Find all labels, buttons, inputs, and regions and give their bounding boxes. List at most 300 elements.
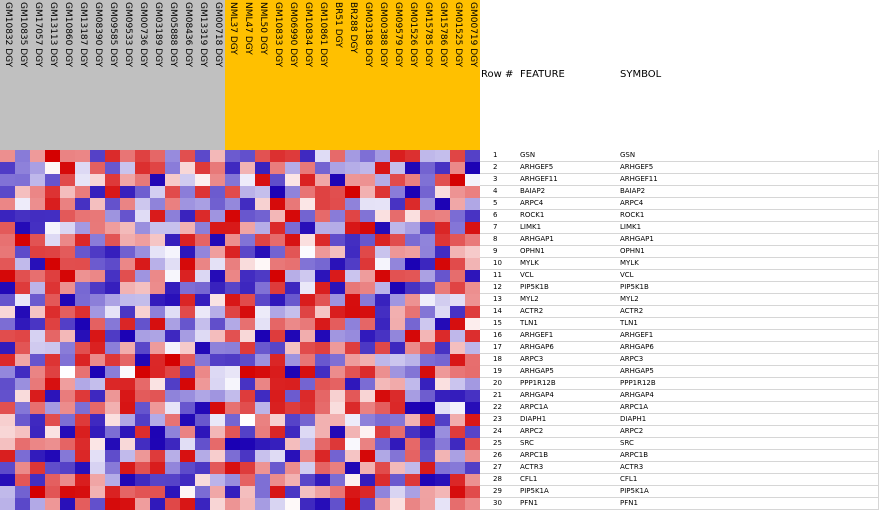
heatmap-cell[interactable] xyxy=(75,498,90,510)
heatmap-cell[interactable] xyxy=(45,342,60,354)
heatmap-cell[interactable] xyxy=(375,426,390,438)
heatmap-cell[interactable] xyxy=(360,282,375,294)
heatmap-cell[interactable] xyxy=(135,222,150,234)
heatmap-cell[interactable] xyxy=(225,306,240,318)
heatmap-cell[interactable] xyxy=(15,294,30,306)
heatmap-cell[interactable] xyxy=(105,366,120,378)
heatmap-cell[interactable] xyxy=(180,198,195,210)
heatmap-cell[interactable] xyxy=(390,210,405,222)
heatmap-cell[interactable] xyxy=(120,234,135,246)
heatmap-cell[interactable] xyxy=(0,402,15,414)
heatmap-cell[interactable] xyxy=(165,210,180,222)
heatmap-cell[interactable] xyxy=(45,318,60,330)
heatmap-cell[interactable] xyxy=(285,186,300,198)
heatmap-cell[interactable] xyxy=(255,198,270,210)
heatmap-cell[interactable] xyxy=(270,390,285,402)
heatmap-cell[interactable] xyxy=(210,378,225,390)
heatmap-cell[interactable] xyxy=(45,306,60,318)
heatmap-cell[interactable] xyxy=(270,162,285,174)
heatmap-cell[interactable] xyxy=(420,174,435,186)
heatmap-cell[interactable] xyxy=(435,174,450,186)
heatmap-cell[interactable] xyxy=(135,342,150,354)
heatmap-cell[interactable] xyxy=(435,438,450,450)
heatmap-cell[interactable] xyxy=(135,210,150,222)
heatmap-cell[interactable] xyxy=(135,282,150,294)
column-label[interactable] xyxy=(360,0,375,150)
heatmap-cell[interactable] xyxy=(180,270,195,282)
heatmap-cell[interactable] xyxy=(225,162,240,174)
heatmap-cell[interactable] xyxy=(405,426,420,438)
heatmap-cell[interactable] xyxy=(360,426,375,438)
heatmap-cell[interactable] xyxy=(210,198,225,210)
heatmap-cell[interactable] xyxy=(15,474,30,486)
heatmap-cell[interactable] xyxy=(210,366,225,378)
heatmap-cell[interactable] xyxy=(105,306,120,318)
heatmap-cell[interactable] xyxy=(405,474,420,486)
table-row[interactable] xyxy=(480,270,878,282)
heatmap-cell[interactable] xyxy=(270,150,285,162)
heatmap-cell[interactable] xyxy=(210,222,225,234)
heatmap-cell[interactable] xyxy=(150,498,165,510)
heatmap-cell[interactable] xyxy=(240,498,255,510)
heatmap-cell[interactable] xyxy=(375,270,390,282)
heatmap-cell[interactable] xyxy=(225,498,240,510)
heatmap-cell[interactable] xyxy=(405,390,420,402)
heatmap-cell[interactable] xyxy=(465,426,480,438)
heatmap-cell[interactable] xyxy=(450,150,465,162)
heatmap-cell[interactable] xyxy=(330,306,345,318)
heatmap-cell[interactable] xyxy=(45,366,60,378)
heatmap-cell[interactable] xyxy=(15,354,30,366)
heatmap-cell[interactable] xyxy=(45,426,60,438)
heatmap-cell[interactable] xyxy=(30,186,45,198)
heatmap-cell[interactable] xyxy=(270,366,285,378)
heatmap-cell[interactable] xyxy=(180,342,195,354)
heatmap-cell[interactable] xyxy=(405,486,420,498)
heatmap-cell[interactable] xyxy=(240,426,255,438)
table-row[interactable] xyxy=(480,306,878,318)
heatmap-cell[interactable] xyxy=(240,282,255,294)
heatmap-cell[interactable] xyxy=(435,342,450,354)
heatmap-cell[interactable] xyxy=(150,318,165,330)
heatmap-cell[interactable] xyxy=(360,294,375,306)
column-label[interactable] xyxy=(345,0,360,150)
heatmap-cell[interactable] xyxy=(30,210,45,222)
heatmap-cell[interactable] xyxy=(75,426,90,438)
heatmap-cell[interactable] xyxy=(180,282,195,294)
heatmap-cell[interactable] xyxy=(195,390,210,402)
heatmap-cell[interactable] xyxy=(60,234,75,246)
heatmap-cell[interactable] xyxy=(405,450,420,462)
heatmap-cell[interactable] xyxy=(60,474,75,486)
heatmap-cell[interactable] xyxy=(210,294,225,306)
heatmap-cell[interactable] xyxy=(150,150,165,162)
table-row[interactable] xyxy=(480,174,878,186)
heatmap-cell[interactable] xyxy=(270,438,285,450)
column-label[interactable] xyxy=(390,0,405,150)
heatmap-cell[interactable] xyxy=(75,402,90,414)
heatmap-cell[interactable] xyxy=(255,258,270,270)
heatmap-cell[interactable] xyxy=(300,414,315,426)
heatmap-cell[interactable] xyxy=(105,258,120,270)
heatmap-cell[interactable] xyxy=(255,354,270,366)
heatmap-cell[interactable] xyxy=(0,162,15,174)
heatmap-cell[interactable] xyxy=(180,486,195,498)
heatmap-cell[interactable] xyxy=(300,450,315,462)
heatmap-cell[interactable] xyxy=(45,258,60,270)
heatmap-cell[interactable] xyxy=(375,174,390,186)
heatmap-cell[interactable] xyxy=(0,270,15,282)
heatmap-cell[interactable] xyxy=(15,162,30,174)
heatmap-cell[interactable] xyxy=(270,498,285,510)
column-label[interactable] xyxy=(0,0,15,150)
heatmap-cell[interactable] xyxy=(390,378,405,390)
heatmap-cell[interactable] xyxy=(45,198,60,210)
heatmap-cell[interactable] xyxy=(30,294,45,306)
heatmap-cell[interactable] xyxy=(60,258,75,270)
heatmap-cell[interactable] xyxy=(165,270,180,282)
heatmap-cell[interactable] xyxy=(135,318,150,330)
heatmap-cell[interactable] xyxy=(90,198,105,210)
heatmap-cell[interactable] xyxy=(30,366,45,378)
heatmap-cell[interactable] xyxy=(435,450,450,462)
heatmap-cell[interactable] xyxy=(150,390,165,402)
heatmap-cell[interactable] xyxy=(75,222,90,234)
heatmap-cell[interactable] xyxy=(450,282,465,294)
heatmap-cell[interactable] xyxy=(330,294,345,306)
heatmap-cell[interactable] xyxy=(255,474,270,486)
heatmap-cell[interactable] xyxy=(135,270,150,282)
heatmap-cell[interactable] xyxy=(45,486,60,498)
heatmap-cell[interactable] xyxy=(0,390,15,402)
heatmap-cell[interactable] xyxy=(150,162,165,174)
heatmap-cell[interactable] xyxy=(0,486,15,498)
heatmap-cell[interactable] xyxy=(15,498,30,510)
heatmap-cell[interactable] xyxy=(30,498,45,510)
heatmap-cell[interactable] xyxy=(0,150,15,162)
heatmap-cell[interactable] xyxy=(465,210,480,222)
heatmap-cell[interactable] xyxy=(120,438,135,450)
heatmap-cell[interactable] xyxy=(375,246,390,258)
heatmap-cell[interactable] xyxy=(360,450,375,462)
heatmap-cell[interactable] xyxy=(420,486,435,498)
heatmap-cell[interactable] xyxy=(375,234,390,246)
heatmap-cell[interactable] xyxy=(390,318,405,330)
heatmap-cell[interactable] xyxy=(420,150,435,162)
heatmap-cell[interactable] xyxy=(75,282,90,294)
heatmap-cell[interactable] xyxy=(180,186,195,198)
heatmap-cell[interactable] xyxy=(45,462,60,474)
heatmap-cell[interactable] xyxy=(60,354,75,366)
heatmap-cell[interactable] xyxy=(0,462,15,474)
heatmap-cell[interactable] xyxy=(435,186,450,198)
heatmap-cell[interactable] xyxy=(405,234,420,246)
heatmap-cell[interactable] xyxy=(360,390,375,402)
heatmap-cell[interactable] xyxy=(195,306,210,318)
heatmap-cell[interactable] xyxy=(30,246,45,258)
heatmap-cell[interactable] xyxy=(345,210,360,222)
heatmap-cell[interactable] xyxy=(135,450,150,462)
heatmap-cell[interactable] xyxy=(405,366,420,378)
column-label[interactable] xyxy=(90,0,105,150)
heatmap-cell[interactable] xyxy=(0,450,15,462)
heatmap-cell[interactable] xyxy=(435,474,450,486)
heatmap-cell[interactable] xyxy=(195,150,210,162)
column-label[interactable] xyxy=(150,0,165,150)
heatmap-cell[interactable] xyxy=(75,354,90,366)
heatmap-cell[interactable] xyxy=(255,486,270,498)
heatmap-cell[interactable] xyxy=(105,210,120,222)
heatmap-cell[interactable] xyxy=(210,354,225,366)
heatmap-cell[interactable] xyxy=(120,222,135,234)
heatmap-cell[interactable] xyxy=(375,474,390,486)
heatmap-cell[interactable] xyxy=(465,222,480,234)
heatmap-cell[interactable] xyxy=(405,342,420,354)
heatmap-cell[interactable] xyxy=(240,318,255,330)
heatmap-cell[interactable] xyxy=(45,474,60,486)
column-label[interactable] xyxy=(60,0,75,150)
heatmap-cell[interactable] xyxy=(45,438,60,450)
heatmap-cell[interactable] xyxy=(255,366,270,378)
heatmap-cell[interactable] xyxy=(225,246,240,258)
heatmap-cell[interactable] xyxy=(135,438,150,450)
heatmap-cell[interactable] xyxy=(345,390,360,402)
heatmap-cell[interactable] xyxy=(405,162,420,174)
heatmap-cell[interactable] xyxy=(165,318,180,330)
heatmap-cell[interactable] xyxy=(300,462,315,474)
heatmap-cell[interactable] xyxy=(345,294,360,306)
heatmap-cell[interactable] xyxy=(240,450,255,462)
heatmap-cell[interactable] xyxy=(315,162,330,174)
heatmap-cell[interactable] xyxy=(270,186,285,198)
heatmap-cell[interactable] xyxy=(330,150,345,162)
heatmap-cell[interactable] xyxy=(90,390,105,402)
heatmap-cell[interactable] xyxy=(405,150,420,162)
heatmap-cell[interactable] xyxy=(150,186,165,198)
heatmap-cell[interactable] xyxy=(465,162,480,174)
heatmap-cell[interactable] xyxy=(375,354,390,366)
heatmap-cell[interactable] xyxy=(285,282,300,294)
heatmap-cell[interactable] xyxy=(240,462,255,474)
heatmap-cell[interactable] xyxy=(420,186,435,198)
heatmap-cell[interactable] xyxy=(450,486,465,498)
heatmap-cell[interactable] xyxy=(120,210,135,222)
heatmap-cell[interactable] xyxy=(75,234,90,246)
heatmap-cell[interactable] xyxy=(0,258,15,270)
table-row[interactable] xyxy=(480,162,878,174)
heatmap-cell[interactable] xyxy=(105,390,120,402)
heatmap-cell[interactable] xyxy=(420,462,435,474)
heatmap-cell[interactable] xyxy=(405,294,420,306)
heatmap-cell[interactable] xyxy=(285,474,300,486)
heatmap-cell[interactable] xyxy=(390,462,405,474)
heatmap-cell[interactable] xyxy=(375,306,390,318)
heatmap-cell[interactable] xyxy=(150,486,165,498)
heatmap-cell[interactable] xyxy=(330,174,345,186)
heatmap-cell[interactable] xyxy=(435,330,450,342)
heatmap-cell[interactable] xyxy=(270,294,285,306)
heatmap-cell[interactable] xyxy=(90,246,105,258)
heatmap-cell[interactable] xyxy=(450,462,465,474)
heatmap-cell[interactable] xyxy=(465,414,480,426)
heatmap-cell[interactable] xyxy=(135,294,150,306)
heatmap-cell[interactable] xyxy=(345,318,360,330)
heatmap-cell[interactable] xyxy=(105,318,120,330)
heatmap-cell[interactable] xyxy=(285,258,300,270)
heatmap-cell[interactable] xyxy=(300,186,315,198)
heatmap-cell[interactable] xyxy=(180,390,195,402)
heatmap-cell[interactable] xyxy=(75,258,90,270)
heatmap-cell[interactable] xyxy=(240,174,255,186)
heatmap-cell[interactable] xyxy=(420,222,435,234)
heatmap-cell[interactable] xyxy=(465,498,480,510)
heatmap-cell[interactable] xyxy=(75,486,90,498)
heatmap-cell[interactable] xyxy=(225,378,240,390)
heatmap-cell[interactable] xyxy=(420,438,435,450)
heatmap-cell[interactable] xyxy=(390,474,405,486)
heatmap-cell[interactable] xyxy=(435,402,450,414)
heatmap-cell[interactable] xyxy=(330,378,345,390)
heatmap-cell[interactable] xyxy=(270,198,285,210)
heatmap-cell[interactable] xyxy=(240,258,255,270)
heatmap-cell[interactable] xyxy=(465,354,480,366)
heatmap-cell[interactable] xyxy=(210,282,225,294)
heatmap-cell[interactable] xyxy=(330,210,345,222)
table-row[interactable] xyxy=(480,474,878,486)
heatmap-cell[interactable] xyxy=(240,186,255,198)
heatmap-cell[interactable] xyxy=(270,306,285,318)
heatmap-cell[interactable] xyxy=(315,402,330,414)
heatmap-cell[interactable] xyxy=(105,378,120,390)
heatmap-cell[interactable] xyxy=(75,246,90,258)
heatmap-cell[interactable] xyxy=(225,342,240,354)
heatmap-cell[interactable] xyxy=(435,294,450,306)
heatmap-cell[interactable] xyxy=(465,330,480,342)
heatmap-cell[interactable] xyxy=(120,258,135,270)
heatmap-cell[interactable] xyxy=(435,282,450,294)
heatmap-cell[interactable] xyxy=(315,342,330,354)
heatmap-cell[interactable] xyxy=(330,462,345,474)
heatmap-cell[interactable] xyxy=(300,174,315,186)
heatmap-cell[interactable] xyxy=(180,426,195,438)
heatmap-cell[interactable] xyxy=(345,222,360,234)
heatmap-cell[interactable] xyxy=(180,474,195,486)
table-row[interactable] xyxy=(480,318,878,330)
heatmap-cell[interactable] xyxy=(450,198,465,210)
heatmap-cell[interactable] xyxy=(270,486,285,498)
heatmap-cell[interactable] xyxy=(450,306,465,318)
heatmap-cell[interactable] xyxy=(270,354,285,366)
heatmap-cell[interactable] xyxy=(105,474,120,486)
heatmap-cell[interactable] xyxy=(330,282,345,294)
heatmap-cell[interactable] xyxy=(75,150,90,162)
heatmap-cell[interactable] xyxy=(315,210,330,222)
heatmap-cell[interactable] xyxy=(60,162,75,174)
column-label[interactable] xyxy=(30,0,45,150)
heatmap-cell[interactable] xyxy=(120,282,135,294)
heatmap-cell[interactable] xyxy=(285,162,300,174)
heatmap-cell[interactable] xyxy=(180,174,195,186)
heatmap-cell[interactable] xyxy=(30,474,45,486)
heatmap-cell[interactable] xyxy=(360,462,375,474)
heatmap-cell[interactable] xyxy=(90,270,105,282)
heatmap-cell[interactable] xyxy=(225,486,240,498)
heatmap-cell[interactable] xyxy=(240,342,255,354)
heatmap-cell[interactable] xyxy=(330,354,345,366)
heatmap-cell[interactable] xyxy=(420,402,435,414)
heatmap-cell[interactable] xyxy=(450,378,465,390)
table-row[interactable] xyxy=(480,150,878,162)
heatmap-cell[interactable] xyxy=(45,282,60,294)
heatmap-cell[interactable] xyxy=(105,438,120,450)
heatmap-cell[interactable] xyxy=(15,282,30,294)
heatmap-cell[interactable] xyxy=(360,486,375,498)
heatmap-cell[interactable] xyxy=(90,426,105,438)
heatmap-cell[interactable] xyxy=(300,474,315,486)
heatmap-cell[interactable] xyxy=(405,318,420,330)
heatmap-cell[interactable] xyxy=(195,414,210,426)
heatmap-cell[interactable] xyxy=(345,258,360,270)
heatmap-cell[interactable] xyxy=(30,438,45,450)
heatmap-cell[interactable] xyxy=(180,210,195,222)
heatmap-cell[interactable] xyxy=(0,306,15,318)
heatmap-cell[interactable] xyxy=(285,354,300,366)
heatmap-cell[interactable] xyxy=(60,366,75,378)
heatmap-cell[interactable] xyxy=(60,198,75,210)
heatmap-cell[interactable] xyxy=(15,390,30,402)
heatmap-cell[interactable] xyxy=(450,342,465,354)
heatmap-cell[interactable] xyxy=(285,306,300,318)
heatmap-cell[interactable] xyxy=(105,342,120,354)
heatmap-cell[interactable] xyxy=(0,498,15,510)
heatmap-cell[interactable] xyxy=(270,234,285,246)
heatmap-cell[interactable] xyxy=(165,438,180,450)
heatmap-cell[interactable] xyxy=(360,222,375,234)
heatmap-cell[interactable] xyxy=(60,282,75,294)
heatmap-cell[interactable] xyxy=(465,474,480,486)
heatmap-cell[interactable] xyxy=(375,258,390,270)
heatmap-cell[interactable] xyxy=(450,390,465,402)
heatmap-cell[interactable] xyxy=(75,414,90,426)
heatmap-cell[interactable] xyxy=(30,198,45,210)
heatmap-cell[interactable] xyxy=(330,426,345,438)
heatmap-cell[interactable] xyxy=(180,438,195,450)
heatmap-cell[interactable] xyxy=(195,282,210,294)
heatmap-cell[interactable] xyxy=(0,426,15,438)
heatmap-cell[interactable] xyxy=(150,282,165,294)
heatmap-cell[interactable] xyxy=(60,462,75,474)
heatmap-cell[interactable] xyxy=(90,342,105,354)
heatmap-cell[interactable] xyxy=(375,318,390,330)
heatmap-cell[interactable] xyxy=(375,366,390,378)
row-number-header[interactable]: Row # xyxy=(481,69,514,80)
heatmap-cell[interactable] xyxy=(390,294,405,306)
heatmap-cell[interactable] xyxy=(300,486,315,498)
table-row[interactable] xyxy=(480,366,878,378)
heatmap-cell[interactable] xyxy=(120,378,135,390)
heatmap-cell[interactable] xyxy=(75,366,90,378)
heatmap-cell[interactable] xyxy=(165,342,180,354)
heatmap-cell[interactable] xyxy=(90,486,105,498)
heatmap-cell[interactable] xyxy=(390,354,405,366)
heatmap-cell[interactable] xyxy=(390,390,405,402)
heatmap-cell[interactable] xyxy=(120,486,135,498)
heatmap-cell[interactable] xyxy=(45,294,60,306)
heatmap-cell[interactable] xyxy=(45,222,60,234)
heatmap-cell[interactable] xyxy=(225,282,240,294)
column-label[interactable] xyxy=(105,0,120,150)
heatmap-cell[interactable] xyxy=(285,402,300,414)
